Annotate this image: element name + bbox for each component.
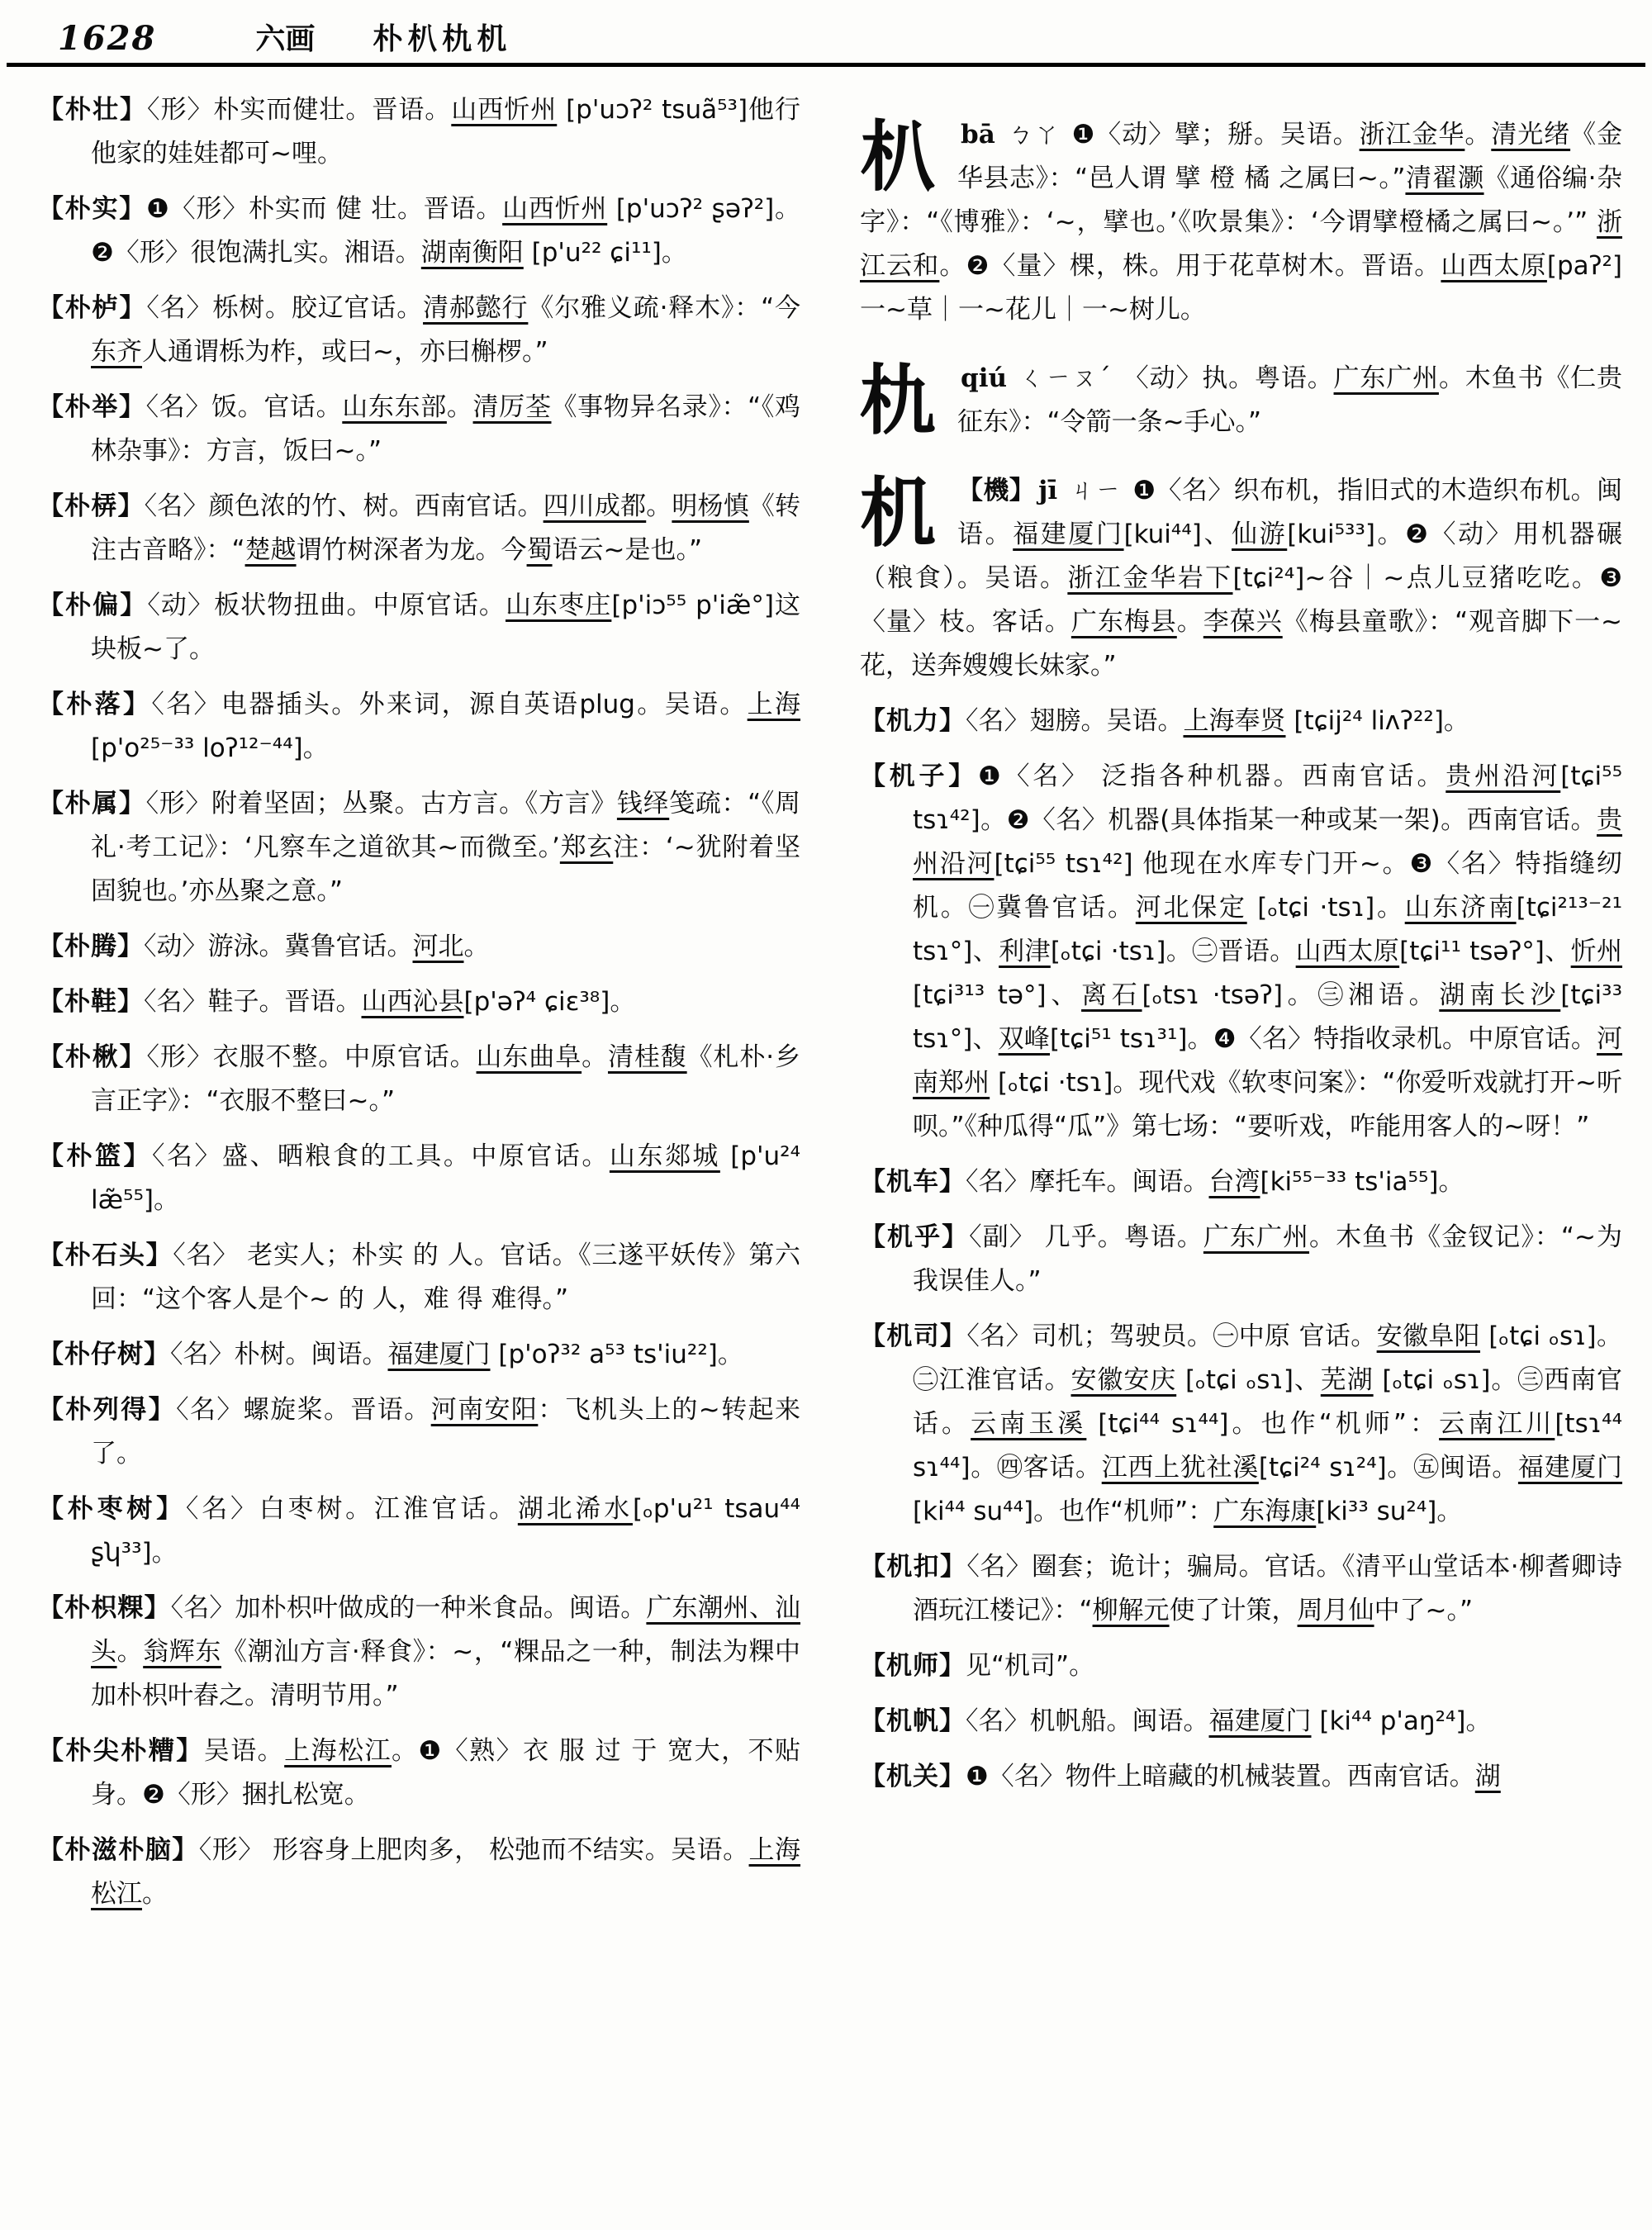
entry-headword: 【朴仔树】: [38, 1340, 170, 1369]
proper-noun-underline: 湖北浠水: [517, 1494, 633, 1524]
dict-entry: 【朴梇】〈名〉颜色浓的竹、树。西南官话。四川成都。明杨慎《转注古音略》：“楚越谓竹树深者为龙。今蜀语云~是也。”: [38, 491, 801, 565]
entry-headword: 【朴篮】: [38, 1141, 152, 1171]
proper-noun-underline: 山东济南: [1404, 893, 1517, 923]
proper-noun-underline: 山东郯城: [609, 1141, 720, 1171]
entry-headword: 【朴石头】: [38, 1241, 173, 1270]
entry-headword: 【朴列得】: [38, 1395, 177, 1425]
character-headword: 朹: [860, 357, 937, 445]
dict-entry: 【朴属】〈形〉附着坚固；丛聚。古方言。《方言》钱绎笺疏：“《周礼·考工记》：‘凡察车之道欲其~而微至。’郑玄注：‘~犹附着坚固貌也。’亦丛聚之意。”: [38, 789, 801, 906]
dict-entry: 【朴篮】〈名〉盛、晒粮食的工具。中原官话。山东郯城 [p'u²⁴ læ̃⁵⁵]。: [38, 1141, 801, 1215]
entry-headword: 【朴栌】: [38, 293, 147, 323]
proper-noun-underline: 台湾: [1208, 1167, 1260, 1197]
right-column: [860, 88, 1622, 1928]
character-headword: 朳: [860, 113, 937, 202]
dict-entry: 【朴楸】〈形〉衣服不整。中原官话。山东曲阜。清桂馥《札朴·乡言正字》：“衣服不整曰~。”: [38, 1042, 801, 1116]
proper-noun-underline: 清郝懿行: [423, 293, 529, 323]
proper-noun-underline: 广东广州: [1333, 363, 1439, 393]
entry-headword: 【朴楸】: [38, 1042, 147, 1072]
zhuyin: ㄑㄧㄡˊ: [1018, 363, 1112, 393]
dict-entry: 【机子】❶〈名〉 泛指各种机器。西南官话。贵州沿河[tɕi⁵⁵ tsɿ⁴²]。❷〈名〉机器(具体指某一种或某一架)。西南官话。贵州沿河[tɕi⁵⁵ tsɿ⁴²] 他现在水库专门开~。❸〈名〉特指缝纫机。㊀冀鲁官话。河北保定 [ₒtɕi ·tsɿ]。山东济南[tɕi²¹³⁻²¹ tsɿ°]、利津[ₒtɕi ·tsɿ]。㊁晋语。山西太原[tɕi¹¹ tsəʔ°]、忻州[tɕi³¹³ tə°]、离石[ₒtsɿ ·tsəʔ]。㊂湘语。湖南长沙[tɕi³³ tsɿ°]、双峰[tɕi⁵¹ tsɿ³¹]。❹〈名〉特指收录机。中原官话。河南郑州 [ₒtɕi ·tsɿ]。现代戏《软枣问案》：“你爱听戏就打开~听呗。”《种瓜得“瓜”》第七场：“要听戏，咋能用客人的~呀！”: [860, 762, 1623, 1141]
entry-headword: 【朴实】: [38, 194, 147, 224]
proper-noun-underline: 广东梅县: [1070, 607, 1177, 637]
proper-noun-underline: 云南江川: [1439, 1409, 1555, 1439]
proper-noun-underline: 钱绎: [616, 789, 670, 818]
entry-headword: 【机帆】: [860, 1706, 966, 1736]
proper-noun-underline: 利津: [999, 937, 1051, 966]
dict-entry: 【朴滋朴脑】〈形〉 形容身上肥肉多， 松弛而不结实。吴语。上海松江。: [38, 1835, 801, 1909]
proper-noun-underline: 山西忻州: [451, 95, 558, 125]
proper-noun-underline: 清桂馥: [607, 1042, 687, 1072]
pinyin: bā: [961, 120, 995, 149]
character-entry: 朹qiú ㄑㄧㄡˊ 〈动〉执。粤语。广东广州。木鱼书《仁贵征东》：“令箭一条~手心。”: [860, 357, 1623, 445]
proper-noun-underline: 周月仙: [1297, 1596, 1374, 1625]
entry-headword: 【朴鞋】: [38, 987, 144, 1017]
proper-noun-underline: 离石: [1081, 980, 1142, 1010]
entry-headword: 【朴滋朴脑】: [38, 1835, 199, 1865]
proper-noun-underline: 上海松江: [91, 1835, 801, 1909]
proper-noun-underline: 明杨慎: [672, 491, 749, 521]
proper-noun-underline: 翁辉东: [143, 1637, 221, 1667]
dict-entry: 【朴栌】〈名〉栎树。胶辽官话。清郝懿行《尔雅义疏·释木》：“今东齐人通谓栎为柞，或曰~，亦曰槲椤。”: [38, 293, 800, 367]
dict-entry: 【朴腾】〈动〉游泳。冀鲁官话。河北。: [38, 932, 490, 961]
proper-noun-underline: 浙江金华: [1359, 120, 1465, 149]
proper-noun-underline: 清翟灏: [1405, 164, 1484, 193]
dict-entry: 【朴落】〈名〉电器插头。外来词，源自英语plug。吴语。上海[p'o²⁵⁻³³ loʔ¹²⁻⁴⁴]。: [38, 690, 801, 763]
proper-noun-underline: 山西太原: [1295, 937, 1400, 966]
entry-headword: 【机力】: [860, 706, 966, 736]
proper-noun-underline: 贵州沿河: [1446, 762, 1561, 791]
page-header: [0, 0, 1652, 63]
proper-noun-underline: 安徽阜阳: [1376, 1321, 1481, 1351]
proper-noun-underline: 清光绪: [1491, 120, 1571, 149]
pinyin: jī: [1038, 476, 1058, 505]
proper-noun-underline: 浙江云和: [860, 207, 1622, 281]
entry-headword: 【机乎】: [860, 1222, 970, 1252]
dict-entry: 【朴壮】〈形〉朴实而健壮。晋语。山西忻州 [p'uɔʔ² tsuã⁵³]他行他家的娃娃都可~哩。: [38, 95, 801, 168]
proper-noun-underline: 忻州: [1570, 937, 1623, 966]
proper-noun-underline: 东齐: [91, 337, 142, 367]
dict-entry: 【机帆】〈名〉机帆船。闽语。福建厦门 [ki⁴⁴ p'aŋ²⁴]。: [860, 1706, 1492, 1736]
entry-headword: 【朴偏】: [38, 591, 148, 620]
entry-headword: 【机司】: [860, 1321, 967, 1351]
zhuyin: ㄐㄧ: [1069, 476, 1122, 505]
dict-entry: 【朴石头】〈名〉 老实人；朴实 的 人。官话。《三遂平妖传》第六回：“这个客人是个~ 的 人，难 得 难得。”: [38, 1241, 800, 1314]
dict-entry: 【朴枳粿】〈名〉加朴枳叶做成的一种米食品。闽语。广东潮州、汕头。翁辉东《潮汕方言·释食》：~，“粿品之一种，制法为粿中加朴枳叶舂之。清明节用。”: [38, 1593, 801, 1710]
entry-headword: 【机子】: [860, 762, 978, 791]
left-column: [38, 88, 800, 1928]
stroke-section-label: 六画: [255, 22, 316, 56]
traditional-form: 【機】: [957, 476, 1036, 505]
pinyin: qiú: [961, 363, 1008, 393]
text-columns: [0, 67, 1652, 1928]
dict-entry: 【朴仔树】〈名〉朴树。闽语。福建厦门 [p'oʔ³² a⁵³ ts'iu²²]。: [38, 1340, 743, 1369]
entry-headword: 【朴落】: [38, 690, 152, 719]
proper-noun-underline: 河北: [412, 932, 464, 961]
proper-noun-underline: 芜湖: [1320, 1365, 1374, 1395]
proper-noun-underline: 双峰: [998, 1024, 1050, 1054]
proper-noun-underline: 上海奉贤: [1183, 706, 1286, 736]
proper-noun-underline: 江西上犹社溪: [1101, 1453, 1259, 1483]
character-headword: 机: [860, 469, 937, 558]
proper-noun-underline: 河北保定: [1135, 893, 1247, 923]
entry-headword: 【朴腾】: [38, 932, 144, 961]
entry-headword: 【朴尖朴糟】: [38, 1736, 204, 1766]
proper-noun-underline: 山西沁县: [361, 987, 464, 1017]
entry-headword: 【机关】: [860, 1762, 966, 1791]
entry-headword: 【朴举】: [38, 392, 146, 422]
proper-noun-underline: 柳解元: [1092, 1596, 1170, 1625]
entry-headword: 【机师】: [860, 1651, 966, 1681]
proper-noun-underline: 安徽安庆: [1070, 1365, 1177, 1395]
proper-noun-underline: 河南郑州: [913, 1024, 1622, 1098]
proper-noun-underline: 山西太原: [1441, 251, 1547, 281]
character-entry: 机 【機】 jī ㄐㄧ ❶〈名〉织布机，指旧式的木造织布机。闽语。福建厦门[kui⁴⁴]、仙游[kui⁵³³]。❷〈动〉用机器碾（粮食）。吴语。浙江金华岩下[tɕi²⁴]~谷｜~点儿豆猪吃吃。❸〈量〉枝。客话。广东梅县。李葆兴《梅县童歌》：“观音脚下一~花，送奔嫂嫂长妹家。”: [860, 469, 1623, 681]
dict-entry: 【机乎】〈副〉 几乎。粤语。广东广州。木鱼书《金钗记》：“~为我误佳人。”: [860, 1222, 1622, 1296]
proper-noun-underline: 楚越: [244, 535, 297, 565]
entry-headword: 【朴枳粿】: [38, 1593, 171, 1623]
proper-noun-underline: 清厉荃: [472, 392, 552, 422]
entry-headword: 【朴属】: [38, 789, 146, 818]
proper-noun-underline: 浙江金华岩下: [1067, 563, 1233, 593]
dict-entry: 【机师】见“机司”。: [860, 1651, 1095, 1681]
proper-noun-underline: 云南玉溪: [971, 1409, 1087, 1439]
proper-noun-underline: 郑玄: [559, 833, 614, 862]
dict-entry: 【朴偏】〈动〉板状物扭曲。中原官话。山东枣庄[p'iɔ⁵⁵ p'iæ̃°]这块板~了。: [38, 591, 801, 664]
dict-entry: 【机力】〈名〉翅膀。吴语。上海奉贤 [tɕij²⁴ liʌʔ²²]。: [860, 706, 1469, 736]
zhuyin: ㄅㄚ: [1006, 120, 1061, 149]
page-number: 1628: [58, 19, 157, 58]
proper-noun-underline: 福建厦门: [1208, 1706, 1312, 1736]
proper-noun-underline: 湖南衡阳: [420, 238, 524, 268]
proper-noun-underline: 湖: [1474, 1762, 1501, 1791]
proper-noun-underline: 广东海康: [1213, 1497, 1317, 1526]
proper-noun-underline: 山东东部: [342, 392, 447, 422]
dict-entry: 【朴实】❶〈形〉朴实而 健 壮。晋语。山西忻州 [p'uɔʔ² ʂəʔ²]。❷〈形〉很饱满扎实。湘语。湖南衡阳 [p'u²² ɕi¹¹]。: [38, 194, 800, 268]
proper-noun-underline: 福建厦门: [387, 1340, 491, 1369]
entry-headword: 【朴枣树】: [38, 1494, 186, 1524]
dict-entry: 【机车】〈名〉摩托车。闽语。台湾[ki⁵⁵⁻³³ ts'ia⁵⁵]。: [860, 1167, 1464, 1197]
proper-noun-underline: 仙游: [1232, 520, 1288, 549]
proper-noun-underline: 福建厦门: [1013, 520, 1124, 549]
dict-entry: 【朴鞋】〈名〉鞋子。晋语。山西沁县[p'əʔ⁴ ɕiɛ³⁸]。: [38, 987, 636, 1017]
proper-noun-underline: 广东广州: [1203, 1222, 1310, 1252]
proper-noun-underline: 福建厦门: [1517, 1453, 1623, 1483]
entry-headword: 【朴梇】: [38, 491, 145, 521]
proper-noun-underline: 河南安阳: [430, 1395, 539, 1425]
proper-noun-underline: 上海: [747, 690, 801, 719]
dict-entry: 【朴列得】〈名〉螺旋桨。晋语。河南安阳：飞机头上的~转起来了。: [38, 1395, 801, 1468]
character-entry: 朳bā ㄅㄚ ❶〈动〉擘；掰。吴语。浙江金华。清光绪《金华县志》：“邑人谓 擘 橙 橘 之属曰~。”清翟灏《通俗编·杂字》：“《博雅》：‘~，擘也。’《吹景集》：‘今谓擘橙橘之属曰~。’” 浙江云和。❷〈量〉棵，株。用于花草树木。晋语。山西太原[paʔ²] 一~草｜一~花儿｜一~树儿。: [860, 113, 1623, 325]
proper-noun-underline: 山东曲阜: [476, 1042, 582, 1072]
proper-noun-underline: 蜀: [526, 535, 553, 565]
entry-headword: 【机车】: [860, 1167, 966, 1197]
proper-noun-underline: 广东潮州、汕头: [91, 1593, 801, 1667]
proper-noun-underline: 贵州沿河: [913, 805, 1622, 879]
proper-noun-underline: 四川成都: [543, 491, 647, 521]
dict-entry: 【朴枣树】〈名〉白枣树。江淮官话。湖北浠水[ₒp'u²¹ tsau⁴⁴ ʂʮ³³]。: [38, 1494, 801, 1568]
entry-headword: 【朴壮】: [38, 95, 147, 125]
dict-entry: 【朴举】〈名〉饭。官话。山东东部。清厉荃《事物异名录》：“《鸡林杂事》：方言，饭曰~。”: [38, 392, 801, 466]
dict-entry: 【朴尖朴糟】吴语。上海松江。❶〈熟〉衣 服 过 于 宽大，不贴身。❷〈形〉捆扎松宽。: [38, 1736, 801, 1810]
dict-entry: 【机司】〈名〉司机；驾驶员。㊀中原 官话。安徽阜阳 [ₒtɕi ₒsɿ]。㊁江淮官话。安徽安庆 [ₒtɕi ₒsɿ]、芜湖 [ₒtɕi ₒsɿ]。㊂西南官话。云南玉溪 [tɕi⁴⁴ sɿ⁴⁴]。也作“机师”：云南江川[tsɿ⁴⁴ sɿ⁴⁴]。㊃客话。江西上犹社溪[tɕi²⁴ sɿ²⁴]。㊄闽语。福建厦门[ki⁴⁴ su⁴⁴]。也作“机师”：广东海康[ki³³ su²⁴]。: [860, 1321, 1623, 1526]
proper-noun-underline: 湖南长沙: [1439, 980, 1561, 1010]
proper-noun-underline: 山西忻州: [502, 194, 608, 224]
proper-noun-underline: 上海松江: [284, 1736, 392, 1766]
proper-noun-underline: 山东枣庄: [506, 591, 612, 620]
headwords-range: 朴朳朹机: [373, 22, 512, 56]
dict-entry: 【机关】❶〈名〉物件上暗藏的机械装置。西南官话。湖: [860, 1762, 1501, 1791]
dict-entry: 【机扣】〈名〉圈套；诡计；骗局。官话。《清平山堂话本·柳耆卿诗酒玩江楼记》：“柳解元使了计策，周月仙中了~。”: [860, 1552, 1622, 1625]
entry-headword: 【机扣】: [860, 1552, 967, 1582]
proper-noun-underline: 李葆兴: [1203, 607, 1283, 637]
